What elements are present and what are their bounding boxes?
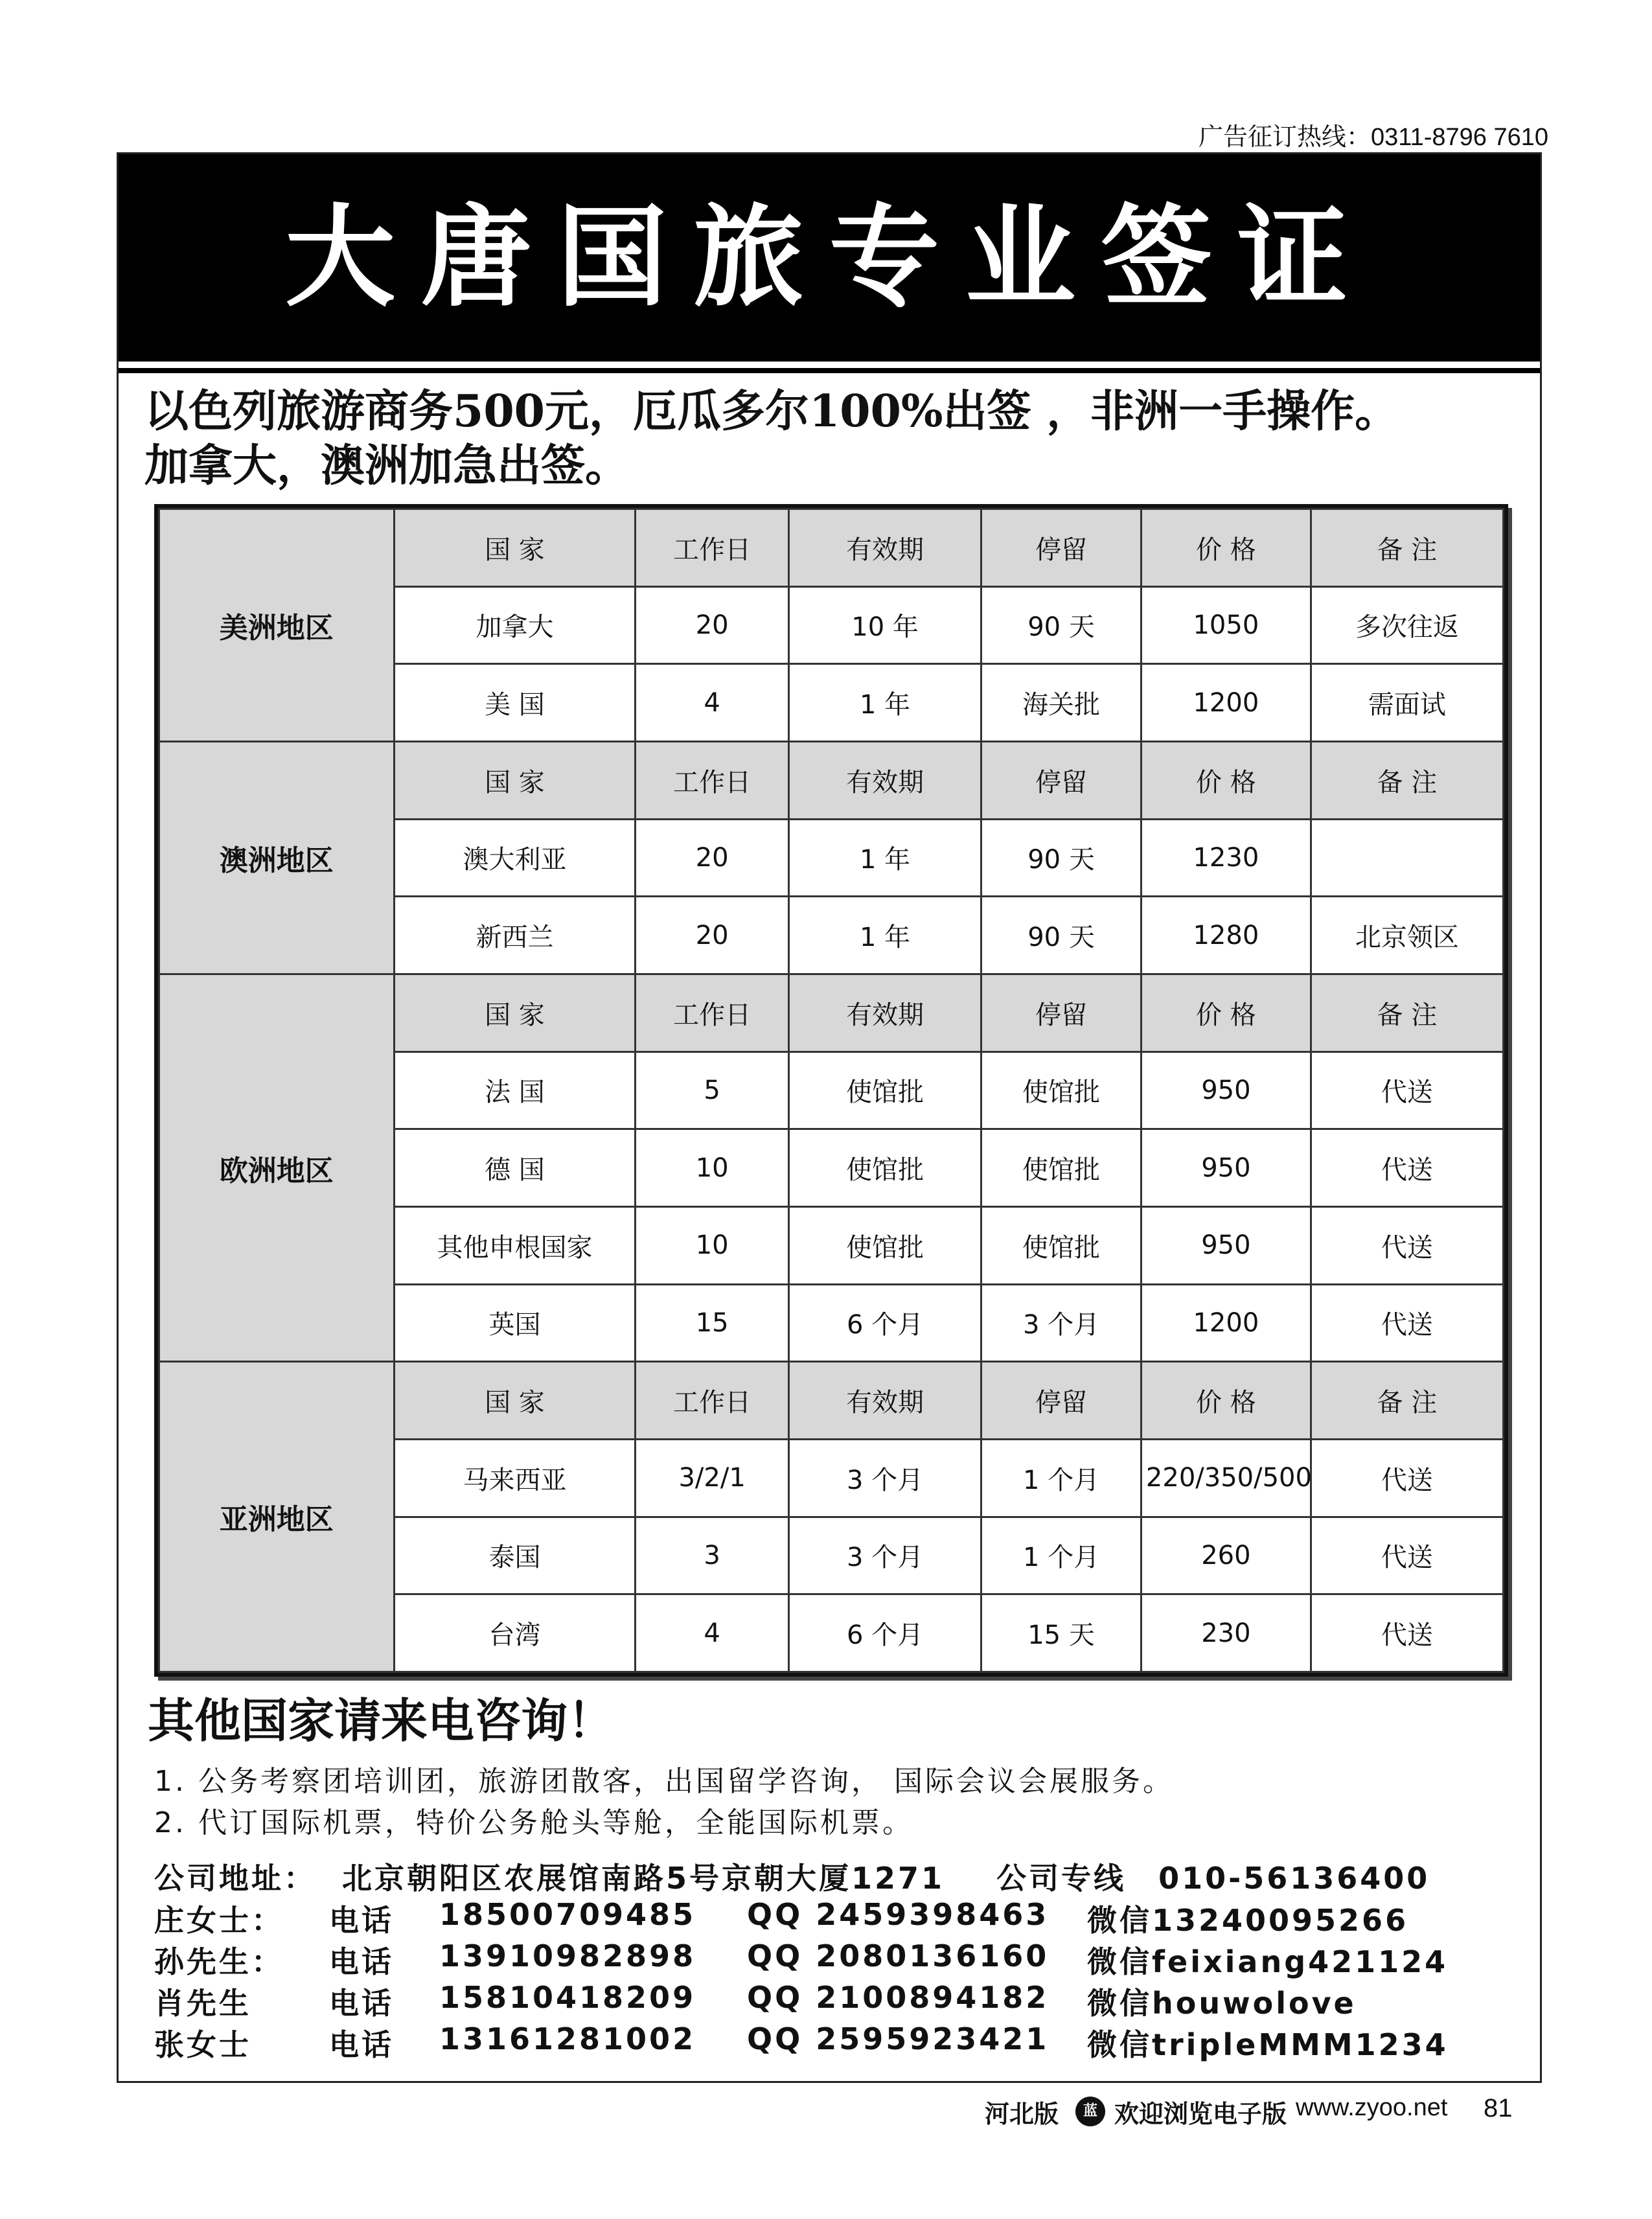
table-cell: 5 <box>636 1052 789 1129</box>
page-number: 81 <box>1484 2094 1513 2122</box>
table-cell: 10 年 <box>789 586 981 664</box>
table-cell: 新西兰 <box>394 897 636 974</box>
banner-title: 大唐国旅专业签证 <box>284 194 1373 322</box>
contact-phone-label: 电话 <box>329 2027 394 2062</box>
table-cell: 使馆批 <box>981 1206 1141 1284</box>
table-cell: 90 天 <box>981 897 1141 974</box>
contact-phone-label: 电话 <box>329 1903 394 1938</box>
column-header: 有效期 <box>789 974 981 1052</box>
table-cell: 20 <box>636 586 789 664</box>
contact-qq: QQ 2595923421 <box>747 2021 1050 2056</box>
table-cell: 6 个月 <box>789 1594 981 1672</box>
address-value: 北京朝阳区农展馆南路5号京朝大厦1271 <box>342 1861 945 1896</box>
service-item: 2. 代订国际机票，特价公务舱头等舱，全能国际机票。 <box>154 1806 913 1839</box>
column-header: 停留 <box>981 1362 1141 1440</box>
column-header: 国 家 <box>394 509 636 587</box>
table-cell: 90 天 <box>981 586 1141 664</box>
contact-phone-label: 电话 <box>329 1944 394 1979</box>
table-cell: 6 个月 <box>789 1284 981 1362</box>
table-cell: 1 年 <box>789 819 981 897</box>
table-cell: 3 <box>636 1517 789 1594</box>
column-header: 价 格 <box>1141 1362 1311 1440</box>
table-cell: 4 <box>636 1594 789 1672</box>
column-header: 工作日 <box>636 974 789 1052</box>
table-cell: 230 <box>1141 1594 1311 1672</box>
company-hotline: 010-56136400 <box>1158 1861 1430 1896</box>
table-cell: 950 <box>1141 1052 1311 1129</box>
column-header: 停留 <box>981 509 1141 587</box>
contact-row <box>154 1938 1528 1980</box>
column-header: 有效期 <box>789 741 981 819</box>
column-header: 备 注 <box>1311 1362 1503 1440</box>
table-cell: 代送 <box>1311 1052 1503 1129</box>
title-banner <box>119 154 1540 362</box>
contact-name: 孙先生： <box>154 1944 284 1979</box>
table-cell: 使馆批 <box>981 1052 1141 1129</box>
table-cell: 使馆批 <box>789 1206 981 1284</box>
table-cell: 1 年 <box>789 897 981 974</box>
column-header: 有效期 <box>789 1362 981 1440</box>
company-address <box>154 1855 1528 1898</box>
services-list <box>154 1761 1515 1844</box>
contact-wechat: 微信tripleMMM1234 <box>1087 2027 1449 2062</box>
contact-qq: QQ 2080136160 <box>747 1938 1050 1973</box>
table-cell: 使馆批 <box>789 1129 981 1207</box>
contact-row <box>154 1980 1528 2021</box>
region-label: 亚洲地区 <box>159 1362 395 1672</box>
column-header: 国 家 <box>394 741 636 819</box>
table-cell: 澳大利亚 <box>394 819 636 897</box>
column-header: 停留 <box>981 741 1141 819</box>
column-header: 备 注 <box>1311 509 1503 587</box>
publisher-logo-icon: 蓝 <box>1075 2097 1105 2126</box>
banner-rule <box>119 368 1540 373</box>
column-header: 工作日 <box>636 741 789 819</box>
table-header-row <box>159 741 1504 819</box>
table-cell: 法 国 <box>394 1052 636 1129</box>
region-label: 欧洲地区 <box>159 974 395 1361</box>
table-cell: 代送 <box>1311 1517 1503 1594</box>
table-cell: 代送 <box>1311 1594 1503 1672</box>
column-header: 工作日 <box>636 1362 789 1440</box>
contact-wechat: 微信feixiang421124 <box>1087 1944 1449 1979</box>
contact-wechat: 微信houwolove <box>1087 1986 1357 2021</box>
column-header: 价 格 <box>1141 741 1311 819</box>
table-header-row <box>159 509 1504 587</box>
table-cell: 泰国 <box>394 1517 636 1594</box>
table-cell: 马来西亚 <box>394 1439 636 1517</box>
table-cell: 美 国 <box>394 664 636 742</box>
table-cell: 需面试 <box>1311 664 1503 742</box>
table-cell: 1 个月 <box>981 1517 1141 1594</box>
contact-name: 庄女士： <box>154 1903 284 1938</box>
page-footer <box>985 2094 1516 2133</box>
table-cell: 1 年 <box>789 664 981 742</box>
column-header: 工作日 <box>636 509 789 587</box>
table-cell: 950 <box>1141 1206 1311 1284</box>
region-label: 澳洲地区 <box>159 741 395 974</box>
column-header: 价 格 <box>1141 974 1311 1052</box>
edition-label: 河北版 <box>985 2100 1059 2128</box>
table-cell: 多次往返 <box>1311 586 1503 664</box>
table-cell: 加拿大 <box>394 586 636 664</box>
company-hotline-label: 公司专线 <box>996 1861 1127 1896</box>
table-cell: 1200 <box>1141 664 1311 742</box>
website-link[interactable]: www.zyoo.net <box>1296 2094 1448 2121</box>
table-cell: 1050 <box>1141 586 1311 664</box>
table-cell: 950 <box>1141 1129 1311 1207</box>
table-cell: 4 <box>636 664 789 742</box>
table-cell: 1280 <box>1141 897 1311 974</box>
column-header: 国 家 <box>394 974 636 1052</box>
column-header: 备 注 <box>1311 741 1503 819</box>
contact-row <box>154 2021 1528 2063</box>
table-cell: 1230 <box>1141 819 1311 897</box>
table-cell: 德 国 <box>394 1129 636 1207</box>
table-header-row <box>159 1362 1504 1440</box>
table-cell: 20 <box>636 819 789 897</box>
visa-table <box>158 508 1504 1673</box>
headline-line-1: 以色列旅游商务500元，厄瓜多尔100%出签 ，非洲一手操作。 <box>144 385 1399 437</box>
table-cell: 3/2/1 <box>636 1439 789 1517</box>
table-cell: 15 <box>636 1284 789 1362</box>
table-cell: 海关批 <box>981 664 1141 742</box>
table-cell: 北京领区 <box>1311 897 1503 974</box>
column-header: 停留 <box>981 974 1141 1052</box>
contact-list <box>154 1897 1528 2063</box>
table-cell: 其他申根国家 <box>394 1206 636 1284</box>
table-cell: 代送 <box>1311 1439 1503 1517</box>
table-cell <box>1311 819 1503 897</box>
table-cell: 英国 <box>394 1284 636 1362</box>
table-cell: 15 天 <box>981 1594 1141 1672</box>
table-cell: 台湾 <box>394 1594 636 1672</box>
contact-phone: 13910982898 <box>439 1938 696 1973</box>
table-cell: 220/350/500 <box>1141 1439 1311 1517</box>
table-cell: 10 <box>636 1129 789 1207</box>
headline-line-2: 加拿大，澳洲加急出签。 <box>144 440 630 492</box>
headline <box>144 384 1531 493</box>
visa-table-wrapper <box>154 504 1508 1677</box>
table-cell: 260 <box>1141 1517 1311 1594</box>
table-cell: 代送 <box>1311 1206 1503 1284</box>
column-header: 价 格 <box>1141 509 1311 587</box>
contact-qq: QQ 2459398463 <box>747 1897 1050 1932</box>
column-header: 有效期 <box>789 509 981 587</box>
ad-frame <box>117 152 1542 2083</box>
region-label: 美洲地区 <box>159 509 395 742</box>
contact-row <box>154 1897 1528 1938</box>
contact-name: 肖先生 <box>154 1986 251 2021</box>
table-cell: 3 个月 <box>789 1517 981 1594</box>
service-item: 1. 公务考察团培训团，旅游团散客，出国留学咨询， 国际会议会展服务。 <box>154 1765 1174 1798</box>
table-cell: 1200 <box>1141 1284 1311 1362</box>
table-cell: 3 个月 <box>789 1439 981 1517</box>
ad-hotline: 广告征订热线：0311-8796 7610 <box>1199 124 1548 151</box>
table-cell: 90 天 <box>981 819 1141 897</box>
contact-wechat: 微信13240095266 <box>1087 1903 1409 1938</box>
address-label: 公司地址： <box>154 1861 316 1896</box>
table-cell: 代送 <box>1311 1129 1503 1207</box>
contact-phone: 15810418209 <box>439 1980 696 2015</box>
table-cell: 代送 <box>1311 1284 1503 1362</box>
table-header-row <box>159 974 1504 1052</box>
welcome-text: 欢迎浏览电子版 <box>1114 2100 1287 2128</box>
column-header: 国 家 <box>394 1362 636 1440</box>
contact-name: 张女士 <box>154 2027 251 2062</box>
contact-phone: 13161281002 <box>439 2021 696 2056</box>
table-cell: 20 <box>636 897 789 974</box>
table-cell: 1 个月 <box>981 1439 1141 1517</box>
contact-phone: 18500709485 <box>439 1897 696 1932</box>
column-header: 备 注 <box>1311 974 1503 1052</box>
table-cell: 10 <box>636 1206 789 1284</box>
other-countries-note: 其他国家请来电咨询！ <box>148 1693 615 1748</box>
table-cell: 使馆批 <box>981 1129 1141 1207</box>
table-cell: 3 个月 <box>981 1284 1141 1362</box>
contact-qq: QQ 2100894182 <box>747 1980 1050 2015</box>
table-cell: 使馆批 <box>789 1052 981 1129</box>
contact-phone-label: 电话 <box>329 1986 394 2021</box>
